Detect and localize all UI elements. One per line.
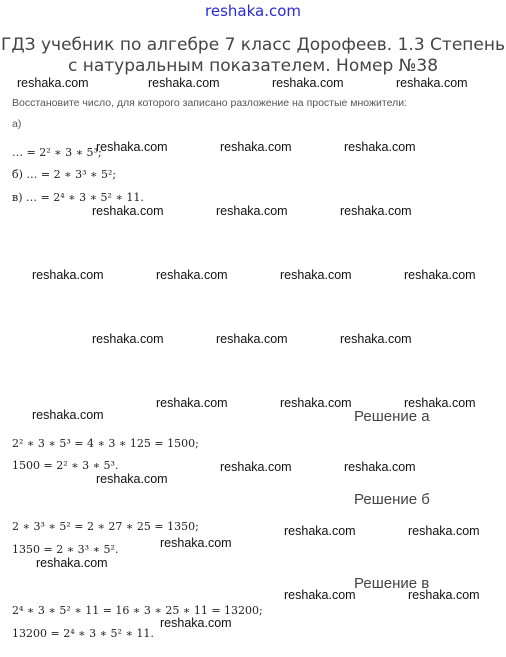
watermark: reshaka.com bbox=[344, 460, 416, 474]
watermark: reshaka.com bbox=[344, 140, 416, 154]
watermark: reshaka.com bbox=[92, 204, 164, 218]
part-b-expression: б) … = 2 ∗ 3³ ∗ 5²; bbox=[12, 168, 117, 181]
watermark: reshaka.com bbox=[408, 524, 480, 538]
watermark: reshaka.com bbox=[280, 268, 352, 282]
solution-a-heading: Решение а bbox=[354, 408, 430, 425]
watermark: reshaka.com bbox=[32, 268, 104, 282]
watermark: reshaka.com bbox=[148, 76, 220, 90]
watermark: reshaka.com bbox=[404, 396, 476, 410]
solution-v-heading: Решение в bbox=[354, 575, 430, 592]
site-link[interactable]: reshaka.com bbox=[205, 2, 301, 20]
watermark: reshaka.com bbox=[160, 616, 232, 630]
watermark: reshaka.com bbox=[396, 76, 468, 90]
part-a-label: а) bbox=[12, 118, 22, 130]
watermark: reshaka.com bbox=[284, 524, 356, 538]
watermark: reshaka.com bbox=[216, 332, 288, 346]
solution-v-line-1: 2⁴ ∗ 3 ∗ 5² ∗ 11 = 16 ∗ 3 ∗ 25 ∗ 11 = 13200; bbox=[12, 604, 263, 617]
watermark: reshaka.com bbox=[272, 76, 344, 90]
page-title: ГДЗ учебник по алгебре 7 класс Дорофеев. 1.3 Степень с натуральным показателем. Номер №38 bbox=[1, 35, 505, 76]
watermark: reshaka.com bbox=[408, 588, 480, 602]
watermark: reshaka.com bbox=[32, 408, 104, 422]
watermark: reshaka.com bbox=[220, 460, 292, 474]
watermark: reshaka.com bbox=[17, 76, 89, 90]
watermark: reshaka.com bbox=[340, 332, 412, 346]
watermark: reshaka.com bbox=[404, 268, 476, 282]
solution-b-line-1: 2 ∗ 3³ ∗ 5² = 2 ∗ 27 ∗ 25 = 1350; bbox=[12, 520, 199, 533]
watermark: reshaka.com bbox=[280, 396, 352, 410]
solution-a-line-2: 1500 = 2² ∗ 3 ∗ 5³. bbox=[12, 459, 119, 472]
watermark: reshaka.com bbox=[156, 396, 228, 410]
solution-v-line-2: 13200 = 2⁴ ∗ 3 ∗ 5² ∗ 11. bbox=[12, 627, 154, 640]
watermark: reshaka.com bbox=[284, 588, 356, 602]
watermark: reshaka.com bbox=[96, 472, 168, 486]
watermark: reshaka.com bbox=[156, 268, 228, 282]
watermark: reshaka.com bbox=[160, 536, 232, 550]
watermark: reshaka.com bbox=[36, 556, 108, 570]
watermark: reshaka.com bbox=[220, 140, 292, 154]
solution-b-line-2: 1350 = 2 ∗ 3³ ∗ 5². bbox=[12, 543, 119, 556]
part-v-expression: в) … = 2⁴ ∗ 3 ∗ 5² ∗ 11. bbox=[12, 191, 144, 204]
solution-a-line-1: 2² ∗ 3 ∗ 5³ = 4 ∗ 3 ∗ 125 = 1500; bbox=[12, 437, 199, 450]
watermark: reshaka.com bbox=[340, 204, 412, 218]
watermark: reshaka.com bbox=[216, 204, 288, 218]
part-a-expression: … = 2² ∗ 3 ∗ 5³; bbox=[12, 146, 102, 159]
watermark: reshaka.com bbox=[96, 140, 168, 154]
task-prompt: Восстановите число, для которого записано разложение на простые множители: bbox=[12, 97, 408, 109]
solution-b-heading: Решение б bbox=[354, 491, 430, 508]
watermark: reshaka.com bbox=[92, 332, 164, 346]
